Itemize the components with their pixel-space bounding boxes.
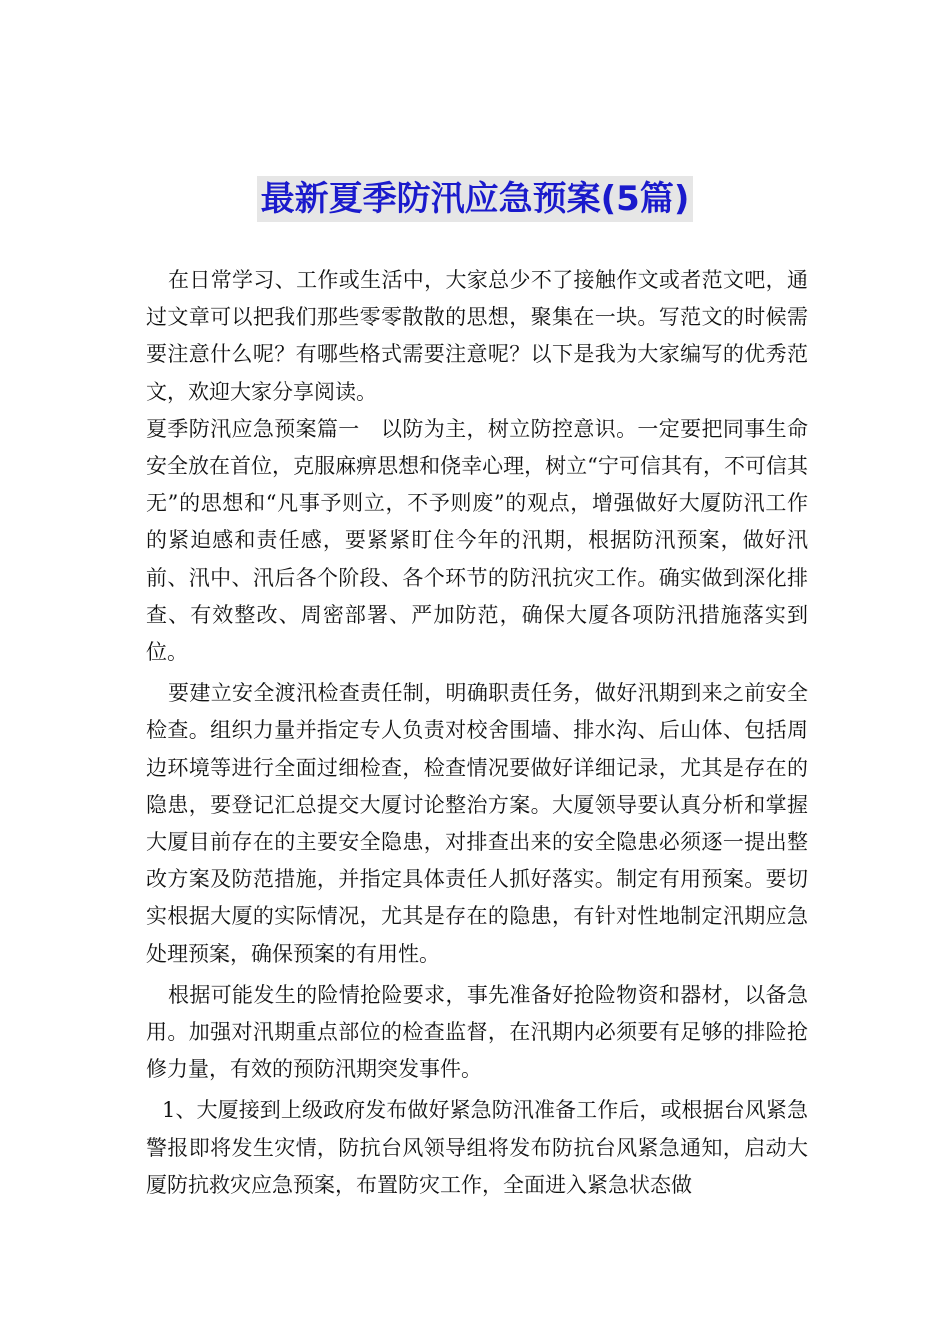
paragraph-item-1: 1、大厦接到上级政府发布做好紧急防汛准备工作后，或根据台风紧急警报即将发生灾情，防抗台风领导组将发布防抗台风紧急通知，启动大厦防抗救灾应急预案，布置防灾工作，全面进入紧急状态做 (146, 1098, 808, 1197)
paragraph-intro: 在日常学习、工作或生活中，大家总少不了接触作文或者范文吧，通过文章可以把我们那些零零散散的思想，聚集在一块。写范文的时候需要注意什么呢？有哪些格式需要注意呢？以下是我为大家编写的优秀范文，欢迎大家分享阅读。 (146, 268, 808, 404)
title-container (0, 176, 950, 222)
paragraph-supplies: 根据可能发生的险情抢险要求，事先准备好抢险物资和器材，以备急用。加强对汛期重点部位的检查监督，在汛期内必须要有足够的排险抢修力量，有效的预防汛期突发事件。 (146, 982, 808, 1082)
paragraph-section-one: 夏季防汛应急预案篇一 以防为主，树立防控意识。一定要把同事生命安全放在首位，克服麻痹思想和侥幸心理，树立“宁可信其有，不可信其无”的思想和“凡事予则立，不予则废”的观点，增强做好大厦防汛工作的紧迫感和责任感，要紧紧盯住今年的汛期，根据防汛预案，做好汛前、汛中、汛后各个阶段、各个环节的防汛抗灾工作。确实做到深化排查、有效整改、周密部署、严加防范，确保大厦各项防汛措施落实到位。 (146, 416, 808, 665)
document-title: 最新夏季防汛应急预案(5篇) (257, 176, 694, 222)
paragraph-safety-check: 要建立安全渡汛检查责任制，明确职责任务，做好汛期到来之前安全检查。组织力量并指定专人负责对校舍围墙、排水沟、后山体、包括周边环境等进行全面过细检查，检查情况要做好详细记录，尤其是存在的隐患，要登记汇总提交大厦讨论整治方案。大厦领导要认真分析和掌握大厦目前存在的主要安全隐患，对排查出来的安全隐患必须逐一提出整改方案及防范措施，并指定具体责任人抓好落实。制定有用预案。要切实根据大厦的实际情况，尤其是存在的隐患，有针对性地制定汛期应急处理预案，确保预案的有用性。 (146, 681, 808, 966)
document-body (146, 262, 808, 1204)
